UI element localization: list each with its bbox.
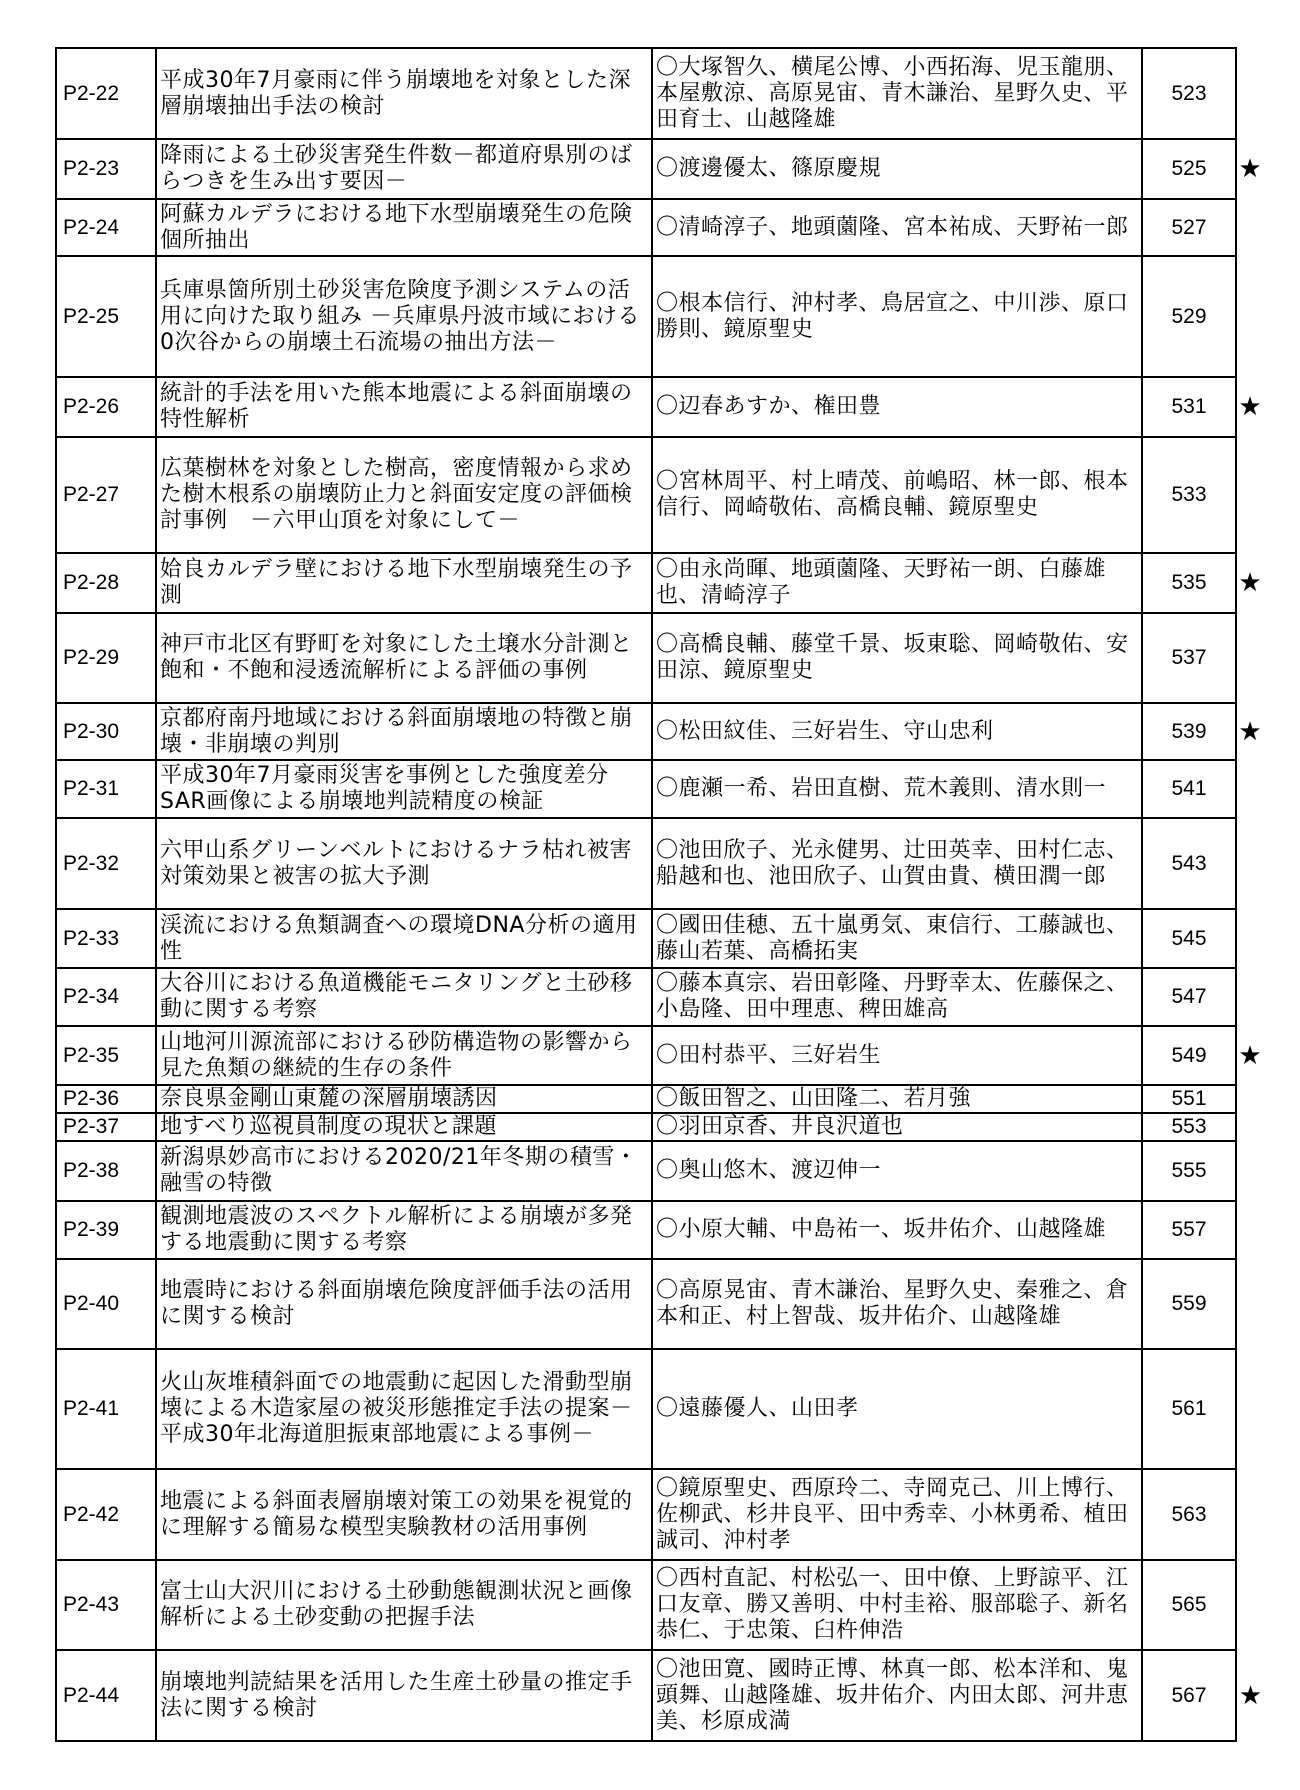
table-row [56,1469,1264,1560]
table-row [56,377,1264,437]
presentation-id: P2-28 [56,553,156,613]
page-number: 551 [1142,1085,1236,1113]
page-number: 529 [1142,256,1236,377]
presentation-id: P2-44 [56,1650,156,1741]
presentation-id: P2-30 [56,703,156,760]
presentation-title: 新潟県妙高市における2020/21年冬期の積雪・融雪の特徴 [156,1141,652,1201]
presentation-id: P2-37 [56,1113,156,1141]
table-row [56,1026,1264,1085]
star-mark [1236,1113,1264,1141]
page-number: 553 [1142,1113,1236,1141]
presentation-title: 平成30年7月豪雨災害を事例とした強度差分SAR画像による崩壊地判読精度の検証 [156,760,652,818]
presentation-id: P2-36 [56,1085,156,1113]
page-number: 545 [1142,909,1236,968]
page-number: 541 [1142,760,1236,818]
presentation-id: P2-25 [56,256,156,377]
table-row [56,1085,1264,1113]
presentation-authors: 〇高原晃宙、青木謙治、星野久史、秦雅之、倉本和正、村上智哉、坂井佑介、山越隆雄 [652,1259,1142,1349]
presentation-title: 姶良カルデラ壁における地下水型崩壊発生の予測 [156,553,652,613]
presentation-authors: 〇田村恭平、三好岩生 [652,1026,1142,1085]
presentation-id: P2-32 [56,818,156,909]
presentation-title: 京都府南丹地域における斜面崩壊地の特徴と崩壊・非崩壊の判別 [156,703,652,760]
table-row [56,760,1264,818]
table-row [56,437,1264,553]
presentation-authors: 〇宮林周平、村上晴茂、前嶋昭、林一郎、根本信行、岡崎敬佑、高橋良輔、鏡原聖史 [652,437,1142,553]
presentation-id: P2-42 [56,1469,156,1560]
star-mark [1236,1141,1264,1201]
table-row [56,199,1264,256]
presentation-authors: 〇飯田智之、山田隆二、若月強 [652,1085,1142,1113]
table-row [56,1113,1264,1141]
presentation-id: P2-41 [56,1349,156,1469]
presentation-authors: 〇清崎淳子、地頭薗隆、宮本祐成、天野祐一郎 [652,199,1142,256]
presentation-authors: 〇池田欣子、光永健男、辻田英幸、田村仁志、船越和也、池田欣子、山賀由貴、横田潤一郎 [652,818,1142,909]
star-mark: ★ [1238,1680,1263,1711]
presentation-authors: 〇藤本真宗、岩田彰隆、丹野幸太、佐藤保之、小島隆、田中理恵、稗田雄高 [652,968,1142,1026]
presentation-id: P2-23 [56,139,156,199]
presentation-title: 兵庫県箇所別土砂災害危険度予測システムの活用に向けた取り組み －兵庫県丹波市域における0次谷からの崩壊土石流場の抽出方法－ [156,256,652,377]
program-sheet [55,47,1265,1742]
table-row [56,968,1264,1026]
presentation-id: P2-40 [56,1259,156,1349]
presentation-id: P2-31 [56,760,156,818]
table-row [56,1141,1264,1201]
table-row [56,613,1264,703]
presentation-rows [56,48,1264,1741]
star-mark [1236,818,1264,909]
presentation-authors: 〇小原大輔、中島祐一、坂井佑介、山越隆雄 [652,1201,1142,1259]
presentation-title: 大谷川における魚道機能モニタリングと土砂移動に関する考察 [156,968,652,1026]
presentation-title: 地すべり巡視員制度の現状と課題 [156,1113,652,1141]
table-row [56,553,1264,613]
presentation-title: 崩壊地判読結果を活用した生産土砂量の推定手法に関する検討 [156,1650,652,1741]
presentation-authors: 〇由永尚暉、地頭薗隆、天野祐一朗、白藤雄也、清崎淳子 [652,553,1142,613]
presentation-id: P2-26 [56,377,156,437]
presentation-id: P2-39 [56,1201,156,1259]
presentation-authors: 〇遠藤優人、山田孝 [652,1349,1142,1469]
page-number: 533 [1142,437,1236,553]
presentation-id: P2-29 [56,613,156,703]
presentation-title: 地震による斜面表層崩壊対策工の効果を視覚的に理解する簡易な模型実験教材の活用事例 [156,1469,652,1560]
star-mark [1236,199,1264,256]
table-row [56,1349,1264,1469]
presentation-title: 六甲山系グリーンベルトにおけるナラ枯れ被害対策効果と被害の拡大予測 [156,818,652,909]
presentation-title: 火山灰堆積斜面での地震動に起因した滑動型崩壊による木造家屋の被災形態推定手法の提案－平成30年北海道胆振東部地震による事例－ [156,1349,652,1469]
presentation-title: 観測地震波のスペクトル解析による崩壊が多発する地震動に関する考察 [156,1201,652,1259]
presentation-authors: 〇西村直記、村松弘一、田中僚、上野諒平、江口友章、勝又善明、中村圭裕、服部聡子、新名恭仁、于忠策、臼杵伸浩 [652,1560,1142,1650]
presentation-authors: 〇鏡原聖史、西原玲二、寺岡克己、川上博行、佐柳武、杉井良平、田中秀幸、小林勇希、植田誠司、沖村孝 [652,1469,1142,1560]
page-number: 557 [1142,1201,1236,1259]
page-number: 561 [1142,1349,1236,1469]
presentation-title: 神戸市北区有野町を対象にした土壌水分計測と飽和・不飽和浸透流解析による評価の事例 [156,613,652,703]
page-number: 547 [1142,968,1236,1026]
page-number: 537 [1142,613,1236,703]
star-mark [1236,1201,1264,1259]
star-mark: ★ [1238,392,1262,422]
presentation-authors: 〇辺春あすか、権田豊 [652,377,1142,437]
table-row [56,139,1264,199]
table-row [56,909,1264,968]
presentation-authors: 〇奥山悠木、渡辺伸一 [652,1141,1142,1201]
star-mark [1236,968,1264,1026]
page-number: 539 [1142,703,1236,760]
star-mark: ★ [1238,716,1262,747]
star-mark [1236,1259,1264,1349]
presentation-authors: 〇根本信行、沖村孝、鳥居宣之、中川渉、原口勝則、鏡原聖史 [652,256,1142,377]
page-number: 525 [1142,139,1236,199]
star-mark [1236,256,1264,377]
star-mark [1236,48,1264,139]
star-mark [1236,437,1264,553]
presentation-title: 富士山大沢川における土砂動態観測状況と画像解析による土砂変動の把握手法 [156,1560,652,1650]
presentation-authors: 〇松田紋佳、三好岩生、守山忠利 [652,703,1142,760]
star-mark [1236,1560,1264,1650]
page-number: 555 [1142,1141,1236,1201]
star-mark [1236,1349,1264,1469]
presentation-authors: 〇大塚智久、横尾公博、小西拓海、児玉龍朋、本屋敷涼、高原晃宙、青木謙治、星野久史、平田育士、山越隆雄 [652,48,1142,139]
table-row [56,48,1264,139]
presentation-title: 奈良県金剛山東麓の深層崩壊誘因 [156,1085,652,1113]
presentation-title: 降雨による土砂災害発生件数－都道府県別のばらつきを生み出す要因－ [156,139,652,199]
star-mark [1236,909,1264,968]
presentation-title: 渓流における魚類調査への環境DNA分析の適用性 [156,909,652,968]
page-number: 567 [1142,1650,1236,1741]
table-row [56,1201,1264,1259]
star-mark [1236,613,1264,703]
presentation-table [55,47,1265,1742]
page-number: 559 [1142,1259,1236,1349]
page-number: 565 [1142,1560,1236,1650]
page-number: 527 [1142,199,1236,256]
presentation-title: 山地河川源流部における砂防構造物の影響から見た魚類の継続的生存の条件 [156,1026,652,1085]
table-row [56,1259,1264,1349]
presentation-id: P2-38 [56,1141,156,1201]
star-mark: ★ [1238,1040,1262,1071]
page-number: 563 [1142,1469,1236,1560]
presentation-id: P2-34 [56,968,156,1026]
presentation-id: P2-33 [56,909,156,968]
page-number: 531 [1142,377,1236,437]
table-row [56,1650,1264,1741]
star-mark [1236,1469,1264,1560]
presentation-id: P2-43 [56,1560,156,1650]
presentation-title: 地震時における斜面崩壊危険度評価手法の活用に関する検討 [156,1259,652,1349]
page-number: 549 [1142,1026,1236,1085]
presentation-authors: 〇渡邊優太、篠原慶規 [652,139,1142,199]
star-mark: ★ [1238,568,1262,598]
presentation-id: P2-27 [56,437,156,553]
presentation-id: P2-22 [56,48,156,139]
page-number: 535 [1142,553,1236,613]
table-row [56,1560,1264,1650]
presentation-title: 阿蘇カルデラにおける地下水型崩壊発生の危険個所抽出 [156,199,652,256]
presentation-id: P2-35 [56,1026,156,1085]
star-mark [1236,760,1264,818]
presentation-authors: 〇高橋良輔、藤堂千景、坂東聡、岡崎敬佑、安田涼、鏡原聖史 [652,613,1142,703]
star-mark [1236,1085,1264,1113]
presentation-id: P2-24 [56,199,156,256]
page-number: 543 [1142,818,1236,909]
presentation-authors: 〇羽田京香、井良沢道也 [652,1113,1142,1141]
table-row [56,818,1264,909]
presentation-title: 広葉樹林を対象とした樹高，密度情報から求めた樹木根系の崩壊防止力と斜面安定度の評価検討事例 －六甲山頂を対象にして－ [156,437,652,553]
presentation-title: 平成30年7月豪雨に伴う崩壊地を対象とした深層崩壊抽出手法の検討 [156,48,652,139]
page-number: 523 [1142,48,1236,139]
table-row [56,256,1264,377]
star-mark: ★ [1238,154,1262,184]
presentation-title: 統計的手法を用いた熊本地震による斜面崩壊の特性解析 [156,377,652,437]
presentation-authors: 〇鹿瀬一希、岩田直樹、荒木義則、清水則一 [652,760,1142,818]
table-row [56,703,1264,760]
presentation-authors: 〇國田佳穂、五十嵐勇気、東信行、工藤誠也、藤山若葉、高橋拓実 [652,909,1142,968]
presentation-authors: 〇池田寛、國時正博、林真一郎、松本洋和、鬼頭舞、山越隆雄、坂井佑介、内田太郎、河井恵美、杉原成満 [652,1650,1142,1741]
